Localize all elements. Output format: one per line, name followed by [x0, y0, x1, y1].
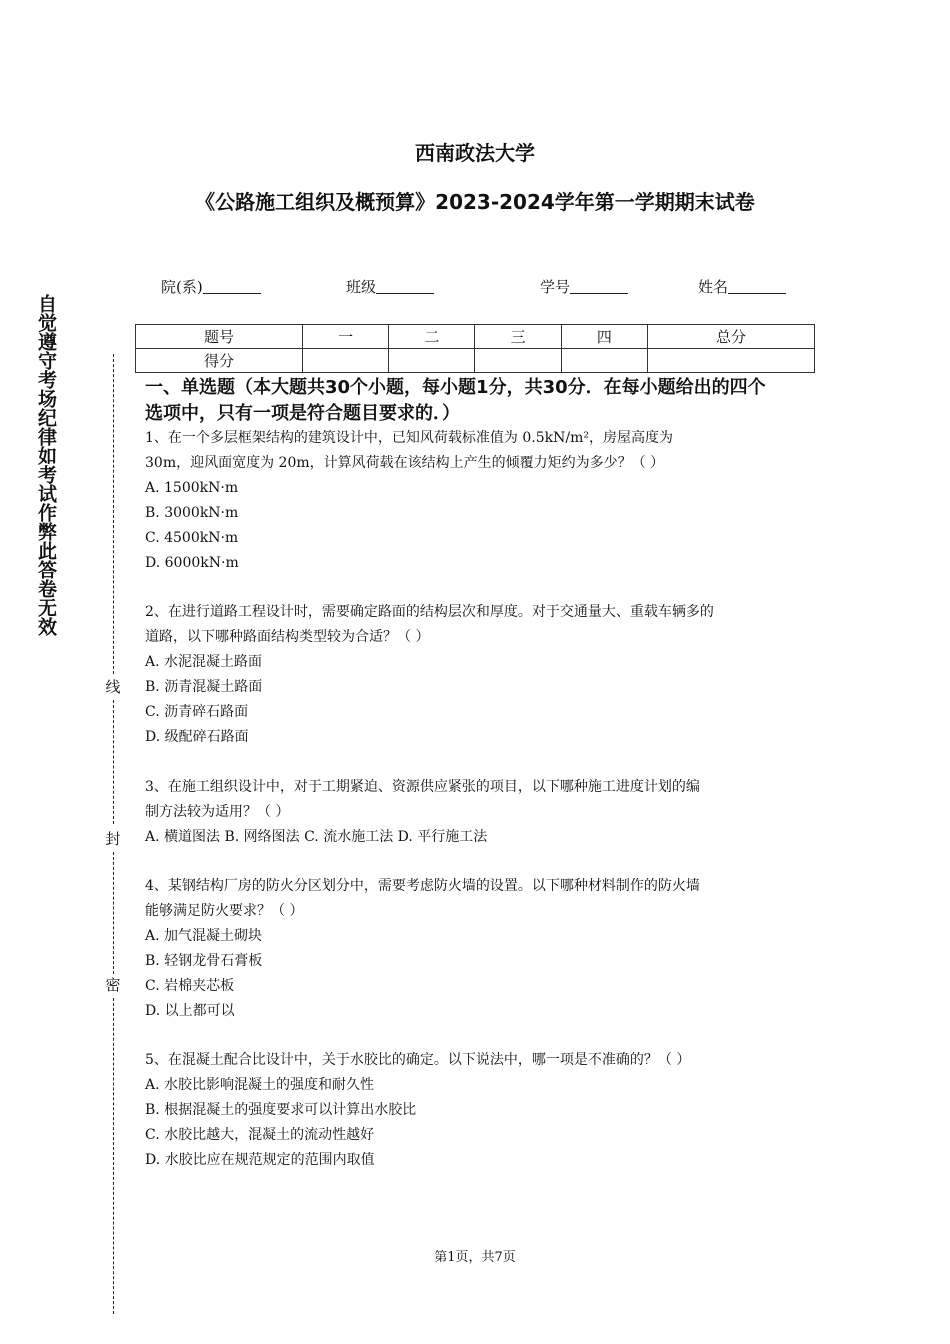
info-label: 班级 [346, 278, 377, 296]
question-4-option-b[interactable]: B. 轻钢龙骨石膏板 [145, 953, 263, 969]
question-3-stem: 3、在施工组织设计中，对于工期紧迫、资源供应紧张的项目，以下哪种施工进度计划的编 [145, 779, 700, 795]
info-blank [728, 278, 786, 294]
score-cell: 总分 [647, 325, 814, 349]
score-input-cell[interactable] [647, 349, 814, 373]
question-1-option-b[interactable]: B. 3000kN·m [145, 505, 239, 521]
score-cell: 一 [303, 325, 389, 349]
question-2-stem: 道路，以下哪种路面结构类型较为合适？（ ） [145, 629, 430, 645]
question-1-option-d[interactable]: D. 6000kN·m [145, 555, 239, 571]
question-5-option-b[interactable]: B. 根据混凝土的强度要求可以计算出水胶比 [145, 1102, 417, 1118]
cut-line-segment [113, 354, 114, 674]
question-2-option-c[interactable]: C. 沥青碎石路面 [145, 704, 249, 720]
info-label: 姓名 [698, 278, 729, 296]
question-4-option-c[interactable]: C. 岩棉夹芯板 [145, 978, 235, 994]
question-3-options[interactable]: A. 横道图法 B. 网络图法 C. 流水施工法 D. 平行施工法 [145, 829, 488, 845]
cut-line-segment [113, 998, 114, 1314]
cut-line-segment [113, 700, 114, 824]
info-class[interactable] [346, 276, 434, 297]
question-5-option-c[interactable]: C. 水胶比越大，混凝土的流动性越好 [145, 1127, 375, 1143]
info-label: 学号 [540, 278, 571, 296]
info-blank [376, 278, 434, 294]
question-5-option-a[interactable]: A. 水胶比影响混凝土的强度和耐久性 [145, 1077, 375, 1093]
info-student-id[interactable] [540, 276, 628, 297]
question-2-option-d[interactable]: D. 级配碎石路面 [145, 729, 249, 745]
info-blank [203, 278, 261, 294]
exam-title: 《公路施工组织及概预算》2023-2024学年第一学期期末试卷 [195, 190, 755, 214]
score-cell: 二 [389, 325, 475, 349]
score-table [135, 324, 815, 373]
school-title: 西南政法大学 [415, 141, 535, 165]
question-3-stem: 制方法较为适用？（ ） [145, 804, 290, 820]
section-heading-line: 一、单选题（本大题共30个小题，每小题1分，共30分．在每小题给出的四个 [145, 377, 766, 398]
score-input-cell[interactable] [561, 349, 647, 373]
info-blank [570, 278, 628, 294]
question-1-stem: 30m，迎风面宽度为 20m，计算风荷载在该结构上产生的倾覆力矩约为多少？（ ） [145, 455, 665, 471]
question-2-option-b[interactable]: B. 沥青混凝土路面 [145, 679, 263, 695]
score-cell: 三 [475, 325, 561, 349]
section-heading-line: 选项中，只有一项是符合题目要求的．） [145, 403, 460, 424]
score-input-cell[interactable] [303, 349, 389, 373]
question-5-option-d[interactable]: D. 水胶比应在规范规定的范围内取值 [145, 1152, 375, 1168]
question-4-stem: 能够满足防火要求？（ ） [145, 903, 304, 919]
question-5-stem: 5、在混凝土配合比设计中，关于水胶比的确定。以下说法中，哪一项是不准确的？（ ） [145, 1052, 691, 1068]
score-cell: 题号 [136, 325, 303, 349]
score-input-cell[interactable] [475, 349, 561, 373]
question-2-stem: 2、在进行道路工程设计时，需要确定路面的结构层次和厚度。对于交通量大、重载车辆多的 [145, 604, 714, 620]
exam-discipline-warning: 自觉遵守考场纪律如考试作弊此答卷无效 [35, 294, 57, 636]
score-cell: 得分 [136, 349, 303, 373]
info-department[interactable] [161, 276, 261, 297]
question-1-stem: 1、在一个多层框架结构的建筑设计中，已知风荷载标准值为 0.5kN/m²，房屋高度为 [145, 430, 673, 446]
question-4-stem: 4、某钢结构厂房的防火分区划分中，需要考虑防火墙的设置。以下哪种材料制作的防火墙 [145, 878, 700, 894]
score-table-score-row [136, 349, 815, 373]
section-heading [145, 375, 815, 427]
info-name[interactable] [698, 276, 786, 297]
question-4-option-a[interactable]: A. 加气混凝土砌块 [145, 928, 263, 944]
score-input-cell[interactable] [389, 349, 475, 373]
page-footer: 第1页，共7页 [434, 1250, 516, 1265]
question-1-option-a[interactable]: A. 1500kN·m [145, 480, 239, 496]
question-2-option-a[interactable]: A. 水泥混凝土路面 [145, 654, 263, 670]
score-table-header-row [136, 325, 815, 349]
cut-mark-seal: 封 [105, 830, 121, 848]
question-4-option-d[interactable]: D. 以上都可以 [145, 1003, 235, 1019]
cut-mark-line: 线 [105, 678, 121, 696]
cut-mark-secret: 密 [105, 976, 121, 994]
question-1-option-c[interactable]: C. 4500kN·m [145, 530, 239, 546]
info-label: 院(系) [161, 278, 203, 296]
cut-line-segment [113, 852, 114, 974]
score-cell: 四 [561, 325, 647, 349]
